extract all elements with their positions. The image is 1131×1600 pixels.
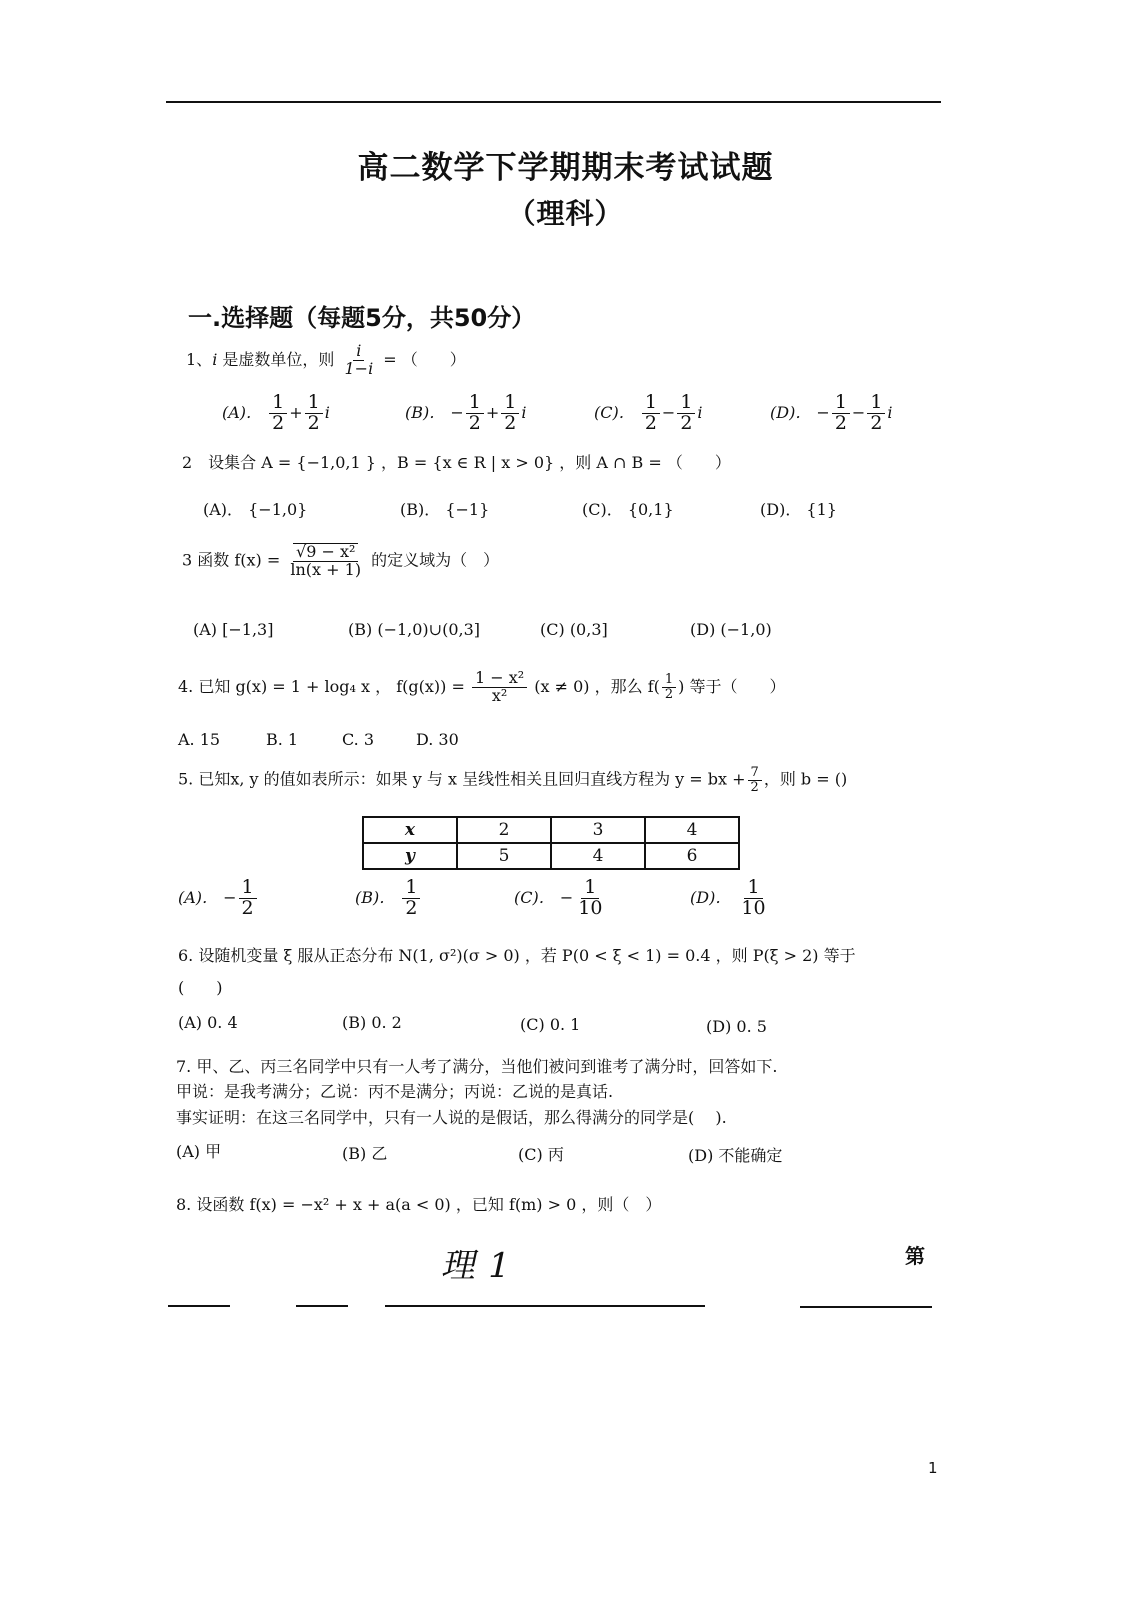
q1-option-a[interactable]: (A)． $\frac{1}{2}$ + $\frac{1}{2}$ i xyxy=(222,391,330,434)
q5-option-c[interactable]: (C)． − $\frac{1}{10}$ xyxy=(514,876,603,919)
bottom-rule-segment xyxy=(800,1306,932,1308)
question-7-line-3: 事实证明：在这三名同学中，只有一人说的是假话，那么得满分的同学是( ). xyxy=(176,1108,727,1127)
question-6: 6. 设随机变量 ξ 服从正态分布 N(1, σ²)(σ > 0) ，若 P(0 < ξ < 1) = 0.4 ，则 P(ξ > 2) 等于 xyxy=(178,946,856,965)
q7-option-b[interactable]: (B) 乙 xyxy=(342,1144,388,1163)
question-4: 4. 已知 g(x) = 1 + log₄ x ， f(g(x)) = $\frac{\text{1 − x²}}{\text{x²}}$ (x ≠ 0) ，那么 f( $\frac{1}{2}$ ) 等于（ ） xyxy=(178,668,786,705)
q1-option-b[interactable]: (B)． − $\frac{1}{2}$ + $\frac{1}{2}$ i xyxy=(405,391,527,434)
table-row: y 5 4 6 xyxy=(363,843,739,869)
q2-option-d[interactable]: (D)． {1} xyxy=(760,500,837,519)
q2-option-a[interactable]: (A)． {−1,0} xyxy=(203,500,308,519)
page-label: 第 xyxy=(905,1244,925,1268)
q1-option-d[interactable]: (D)． − $\frac{1}{2}$ − $\frac{1}{2}$ i xyxy=(770,391,893,434)
top-rule xyxy=(166,101,941,103)
q6-option-c[interactable]: (C) 0. 1 xyxy=(520,1015,581,1034)
q1-option-c[interactable]: (C)． $\frac{1}{2}$ − $\frac{1}{2}$ i xyxy=(594,391,703,434)
q1-fraction: $\frac{i}{1-i}$ xyxy=(344,341,374,378)
q5-option-a[interactable]: (A)． − $\frac{1}{2}$ xyxy=(178,878,259,919)
q5-option-d[interactable]: (D)． $\frac{1}{10}$ xyxy=(690,876,766,919)
table-row: x 2 3 4 xyxy=(363,817,739,843)
q7-option-a[interactable]: (A) 甲 xyxy=(176,1142,222,1161)
xy-table xyxy=(362,816,740,870)
q2-option-c[interactable]: (C)． {0,1} xyxy=(582,500,674,519)
q7-option-c[interactable]: (C) 丙 xyxy=(518,1145,564,1164)
q3-option-b[interactable]: (B) (−1,0)∪(0,3] xyxy=(348,620,480,639)
q7-option-d[interactable]: (D) 不能确定 xyxy=(688,1146,783,1165)
page-subtitle: （理科） xyxy=(507,197,624,230)
question-5: 5. 已知x, y 的值如表所示：如果 y 与 x 呈线性相关且回归直线方程为 y = bx + $\frac{7}{2}$ ，则 b = () xyxy=(178,765,848,795)
q6-option-a[interactable]: (A) 0. 4 xyxy=(178,1013,238,1032)
handwritten-signature: 理 1 xyxy=(439,1246,514,1286)
q6-option-b[interactable]: (B) 0. 2 xyxy=(342,1013,402,1032)
q3-option-c[interactable]: (C) (0,3] xyxy=(540,620,608,639)
question-7-line-2: 甲说：是我考满分；乙说：丙不是满分；丙说：乙说的是真话. xyxy=(176,1082,614,1101)
bottom-rule-segment xyxy=(385,1305,705,1307)
q4-option-b[interactable]: B. 1 xyxy=(266,730,299,749)
question-8: 8. 设函数 f(x) = −x² + x + a(a < 0) ，已知 f(m) > 0 ，则（ ） xyxy=(176,1195,662,1214)
question-6-blank: ( ) xyxy=(178,978,223,997)
page-title: 高二数学下学期期末考试试题 xyxy=(357,150,774,186)
q2-option-b[interactable]: (B)． {−1} xyxy=(400,500,490,519)
q3-option-d[interactable]: (D) (−1,0) xyxy=(690,620,772,639)
q4-option-a[interactable]: A. 15 xyxy=(178,730,221,749)
page-number: 1 xyxy=(928,1459,938,1477)
q6-option-d[interactable]: (D) 0. 5 xyxy=(706,1017,767,1036)
question-3: 3 函数 f(x) = $\frac{\text{√9 − x²}}{\ln(x + 1)}$ 的定义域为（ ） xyxy=(182,542,500,579)
bottom-rule-segment xyxy=(296,1305,348,1307)
question-2: 2 设集合 A = {−1,0,1 } ，B = {x ∈ R | x > 0} ，则 A ∩ B = （ ） xyxy=(182,453,731,472)
q3-fraction: $\frac{\text{√9 − x²}}{\ln(x + 1)}$ xyxy=(290,542,362,579)
q4-option-c[interactable]: C. 3 xyxy=(342,730,375,749)
question-7: 7. 甲、乙、丙三名同学中只有一人考了满分，当他们被问到谁考了满分时，回答如下. xyxy=(176,1057,778,1076)
bottom-rule-segment xyxy=(168,1305,230,1307)
q4-option-d[interactable]: D. 30 xyxy=(416,730,459,749)
section-heading: 一.选择题（每题5分，共50分） xyxy=(188,304,536,332)
q5-option-b[interactable]: (B)． $\frac{1}{2}$ xyxy=(355,878,422,919)
q3-option-a[interactable]: (A) [−1,3] xyxy=(193,620,274,639)
q4-fraction: $\frac{\text{1 − x²}}{\text{x²}}$ xyxy=(472,670,527,705)
question-1: 1、i 是虚数单位，则 $\frac{i}{1-i}$ = （ ） xyxy=(186,341,466,378)
